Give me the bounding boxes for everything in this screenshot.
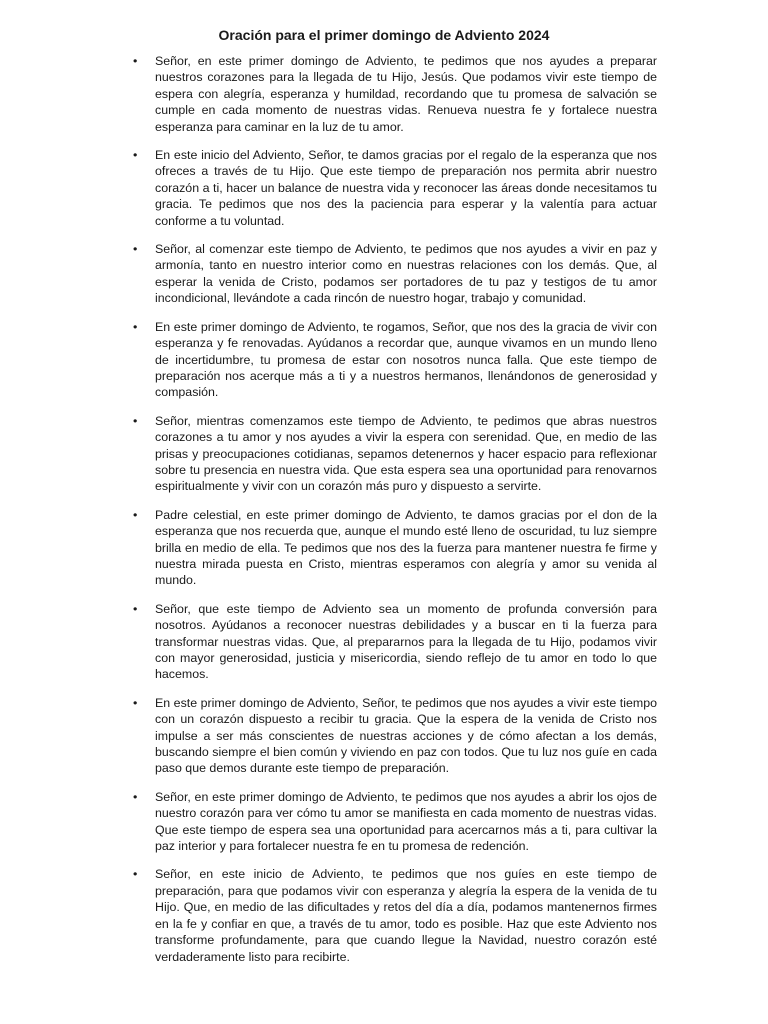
prayer-item-7: • Señor, que este tiempo de Adviento sea un momento de profunda conversión para nosotros. Ayúdanos a reconocer nuestras debilidades y a buscar en ti la fuerza para transformar nuestras vidas. Que, al prepararnos para la llegada de tu Hijo, podamos vivir con mayor generosidad, justicia y misericordia, siendo reflejo de tu amor en todo lo que hacemos.: [155, 601, 657, 683]
prayer-item-8: • En este primer domingo de Adviento, Señor, te pedimos que nos ayudes a vivir este tiempo con un corazón dispuesto a recibir tu gracia. Que la espera de la venida de Cristo nos impulse a ser más conscientes de nuestras acciones y de cómo afectan a los demás, buscando siempre el bien común y viviendo en paz con todos. Que tu luz nos guíe en cada paso que demos durante este tiempo de preparación.: [155, 695, 657, 777]
prayer-list: [155, 53, 657, 977]
prayer-item-3: • Señor, al comenzar este tiempo de Adviento, te pedimos que nos ayudes a vivir en paz y armonía, tanto en nuestro interior como en nuestras relaciones con los demás. Que, al esperar la venida de Cristo, podamos ser portadores de tu paz y testigos de tu amor incondicional, llevándote a cada rincón de nuestro hogar, trabajo y comunidad.: [155, 241, 657, 307]
prayer-item-5: • Señor, mientras comenzamos este tiempo de Adviento, te pedimos que abras nuestros corazones a tu amor y nos ayudes a vivir la espera con serenidad. Que, en medio de las prisas y preocupaciones cotidianas, sepamos detenernos y hacer espacio para reflexionar sobre tu presencia en nuestra vida. Que esta espera sea una oportunidad para renovarnos espiritualmente y vivir con un corazón más puro y dispuesto a servirte.: [155, 413, 657, 495]
prayer-item-6: • Padre celestial, en este primer domingo de Adviento, te damos gracias por el don de la esperanza que nos recuerda que, aunque el mundo esté lleno de oscuridad, tu luz siempre brilla en medio de ella. Te pedimos que nos des la fuerza para mantener nuestra fe firme y nuestra mirada puesta en Cristo, mientras esperamos con alegría y amor su venida al mundo.: [155, 507, 657, 589]
prayer-item-9: • Señor, en este primer domingo de Adviento, te pedimos que nos ayudes a abrir los ojos de nuestro corazón para ver cómo tu amor se manifiesta en cada momento de nuestras vidas. Que este tiempo de espera sea una oportunidad para acercarnos más a ti, para cultivar la paz interior y para fortalecer nuestra fe en tu promesa de redención.: [155, 789, 657, 855]
prayer-item-10: • Señor, en este inicio de Adviento, te pedimos que nos guíes en este tiempo de preparación, para que podamos vivir con esperanza y alegría la espera de la venida de tu Hijo. Que, en medio de las dificultades y retos del día a día, podamos mantenernos firmes en la fe y confiar en que, a través de tu amor, todo es posible. Haz que este Adviento nos transforme profundamente, para que cuando llegue la Navidad, nuestro corazón esté verdaderamente listo para recibirte.: [155, 866, 657, 964]
prayer-item-4: • En este primer domingo de Adviento, te rogamos, Señor, que nos des la gracia de vivir con esperanza y fe renovadas. Ayúdanos a recordar que, aunque vivamos en un mundo lleno de incertidumbre, tu promesa de estar con nosotros nunca falla. Que este tiempo de preparación nos acerque más a ti y a nuestros hermanos, llenándonos de generosidad y compasión.: [155, 319, 657, 401]
prayer-item-2: • En este inicio del Adviento, Señor, te damos gracias por el regalo de la esperanza que nos ofreces a través de tu Hijo. Que este tiempo de preparación nos permita abrir nuestro corazón a ti, hacer un balance de nuestra vida y reconocer las áreas donde necesitamos tu gracia. Te pedimos que nos des la paciencia para esperar y la valentía para actuar conforme a tu voluntad.: [155, 147, 657, 229]
prayer-item-1: • Señor, en este primer domingo de Adviento, te pedimos que nos ayudes a preparar nuestros corazones para la llegada de tu Hijo, Jesús. Que podamos vivir este tiempo de espera con alegría, esperanza y humildad, recordando que tu promesa de salvación se cumple en cada momento de nuestras vidas. Renueva nuestra fe y fortalece nuestra esperanza para caminar en la luz de tu amor.: [155, 53, 657, 135]
document-title: Oración para el primer domingo de Adviento 2024: [218, 27, 550, 43]
